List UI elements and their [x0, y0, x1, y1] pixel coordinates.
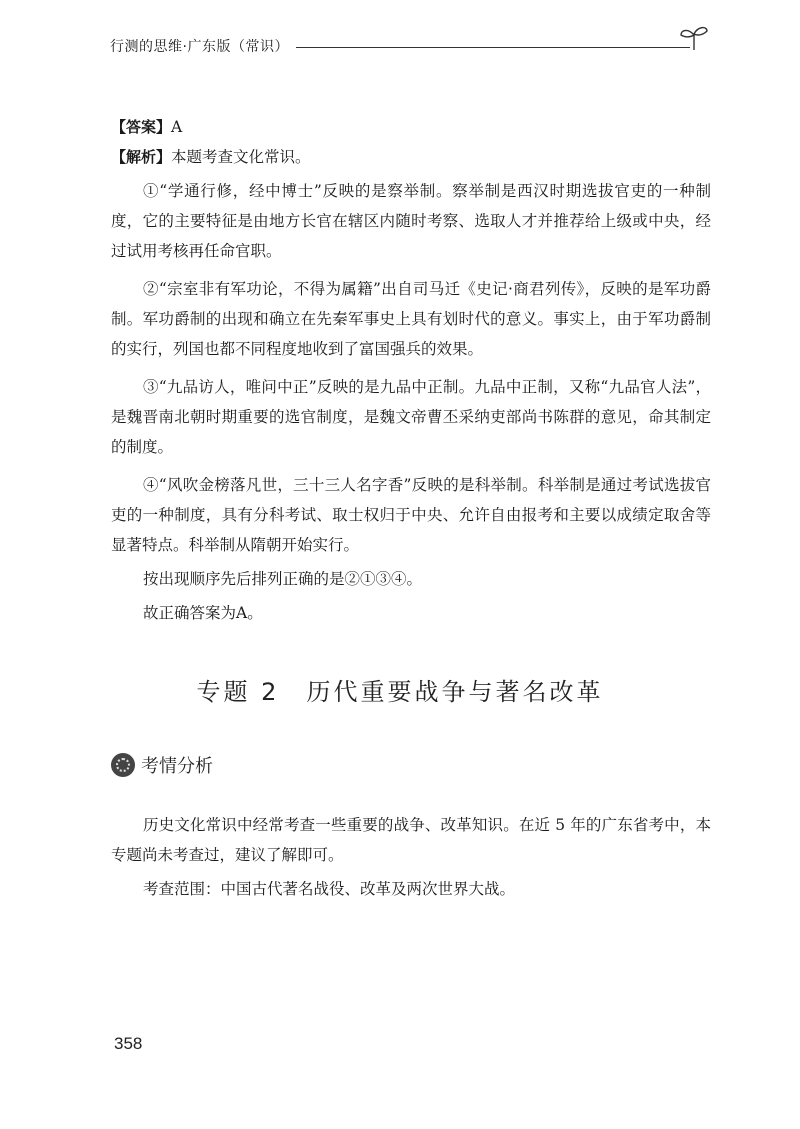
analysis-paragraph: ③“九品访人，唯问中正”反映的是九品中正制。九品中正制，又称“九品官人法”，是魏晋南北朝时期重要的选官制度，是魏文帝曹丕采纳吏部尚书陈群的意见，命其制定的制度。	[111, 378, 711, 456]
analysis-paragraph: 故正确答案为A。	[143, 604, 263, 622]
section-paragraph: 历史文化常识中经常考查一些重要的战争、改革知识。在近 5 年的广东省考中，本专题尚未考查过，建议了解即可。	[111, 816, 711, 864]
analysis-label: 【解析】	[111, 148, 172, 166]
header-rule	[296, 47, 690, 48]
running-header	[110, 34, 710, 64]
section-heading	[111, 752, 213, 778]
header-title: 行测的思维·广东版（常识）	[110, 39, 289, 55]
analysis-intro: 本题考查文化常识。	[171, 148, 311, 166]
analysis-line	[111, 142, 711, 172]
section-badge-icon	[111, 753, 135, 777]
answer-label: 【答案】	[111, 118, 172, 136]
topic-title: 专题 2 历代重要战争与著名改革	[196, 678, 604, 706]
analysis-paragraph: ①“学通行修，经中博士”反映的是察举制。察举制是西汉时期选拔官吏的一种制度，它的主要特征是由地方长官在辖区内随时考察、选取人才并推荐给上级或中央，经过试用考核再任命官职。	[111, 182, 711, 260]
analysis-paragraph: ②“宗室非有军功论，不得为属籍”出自司马迁《史记·商君列传》，反映的是军功爵制。军功爵制的出现和确立在先秦军事史上具有划时代的意义。事实上，由于军功爵制的实行，列国也都不同程度地收到了富国强兵的效果。	[111, 280, 711, 358]
analysis-paragraph: 按出现顺序先后排列正确的是②①③④。	[143, 570, 423, 588]
sprout-icon	[678, 22, 710, 52]
answer-value: A	[171, 118, 183, 136]
section-body	[111, 810, 711, 904]
answer-block	[111, 112, 711, 628]
answer-line	[111, 112, 711, 142]
page-number: 358	[114, 1034, 143, 1053]
section-heading-text: 考情分析	[141, 756, 213, 777]
section-paragraph: 考查范围：中国古代著名战役、改革及两次世界大战。	[143, 880, 516, 898]
analysis-paragraph: ④“风吹金榜落凡世，三十三人名字香”反映的是科举制。科举制是通过考试选拔官吏的一种制度，具有分科考试、取士权归于中央、允许自由报考和主要以成绩定取舍等显著特点。科举制从隋朝开始实行。	[111, 476, 711, 554]
